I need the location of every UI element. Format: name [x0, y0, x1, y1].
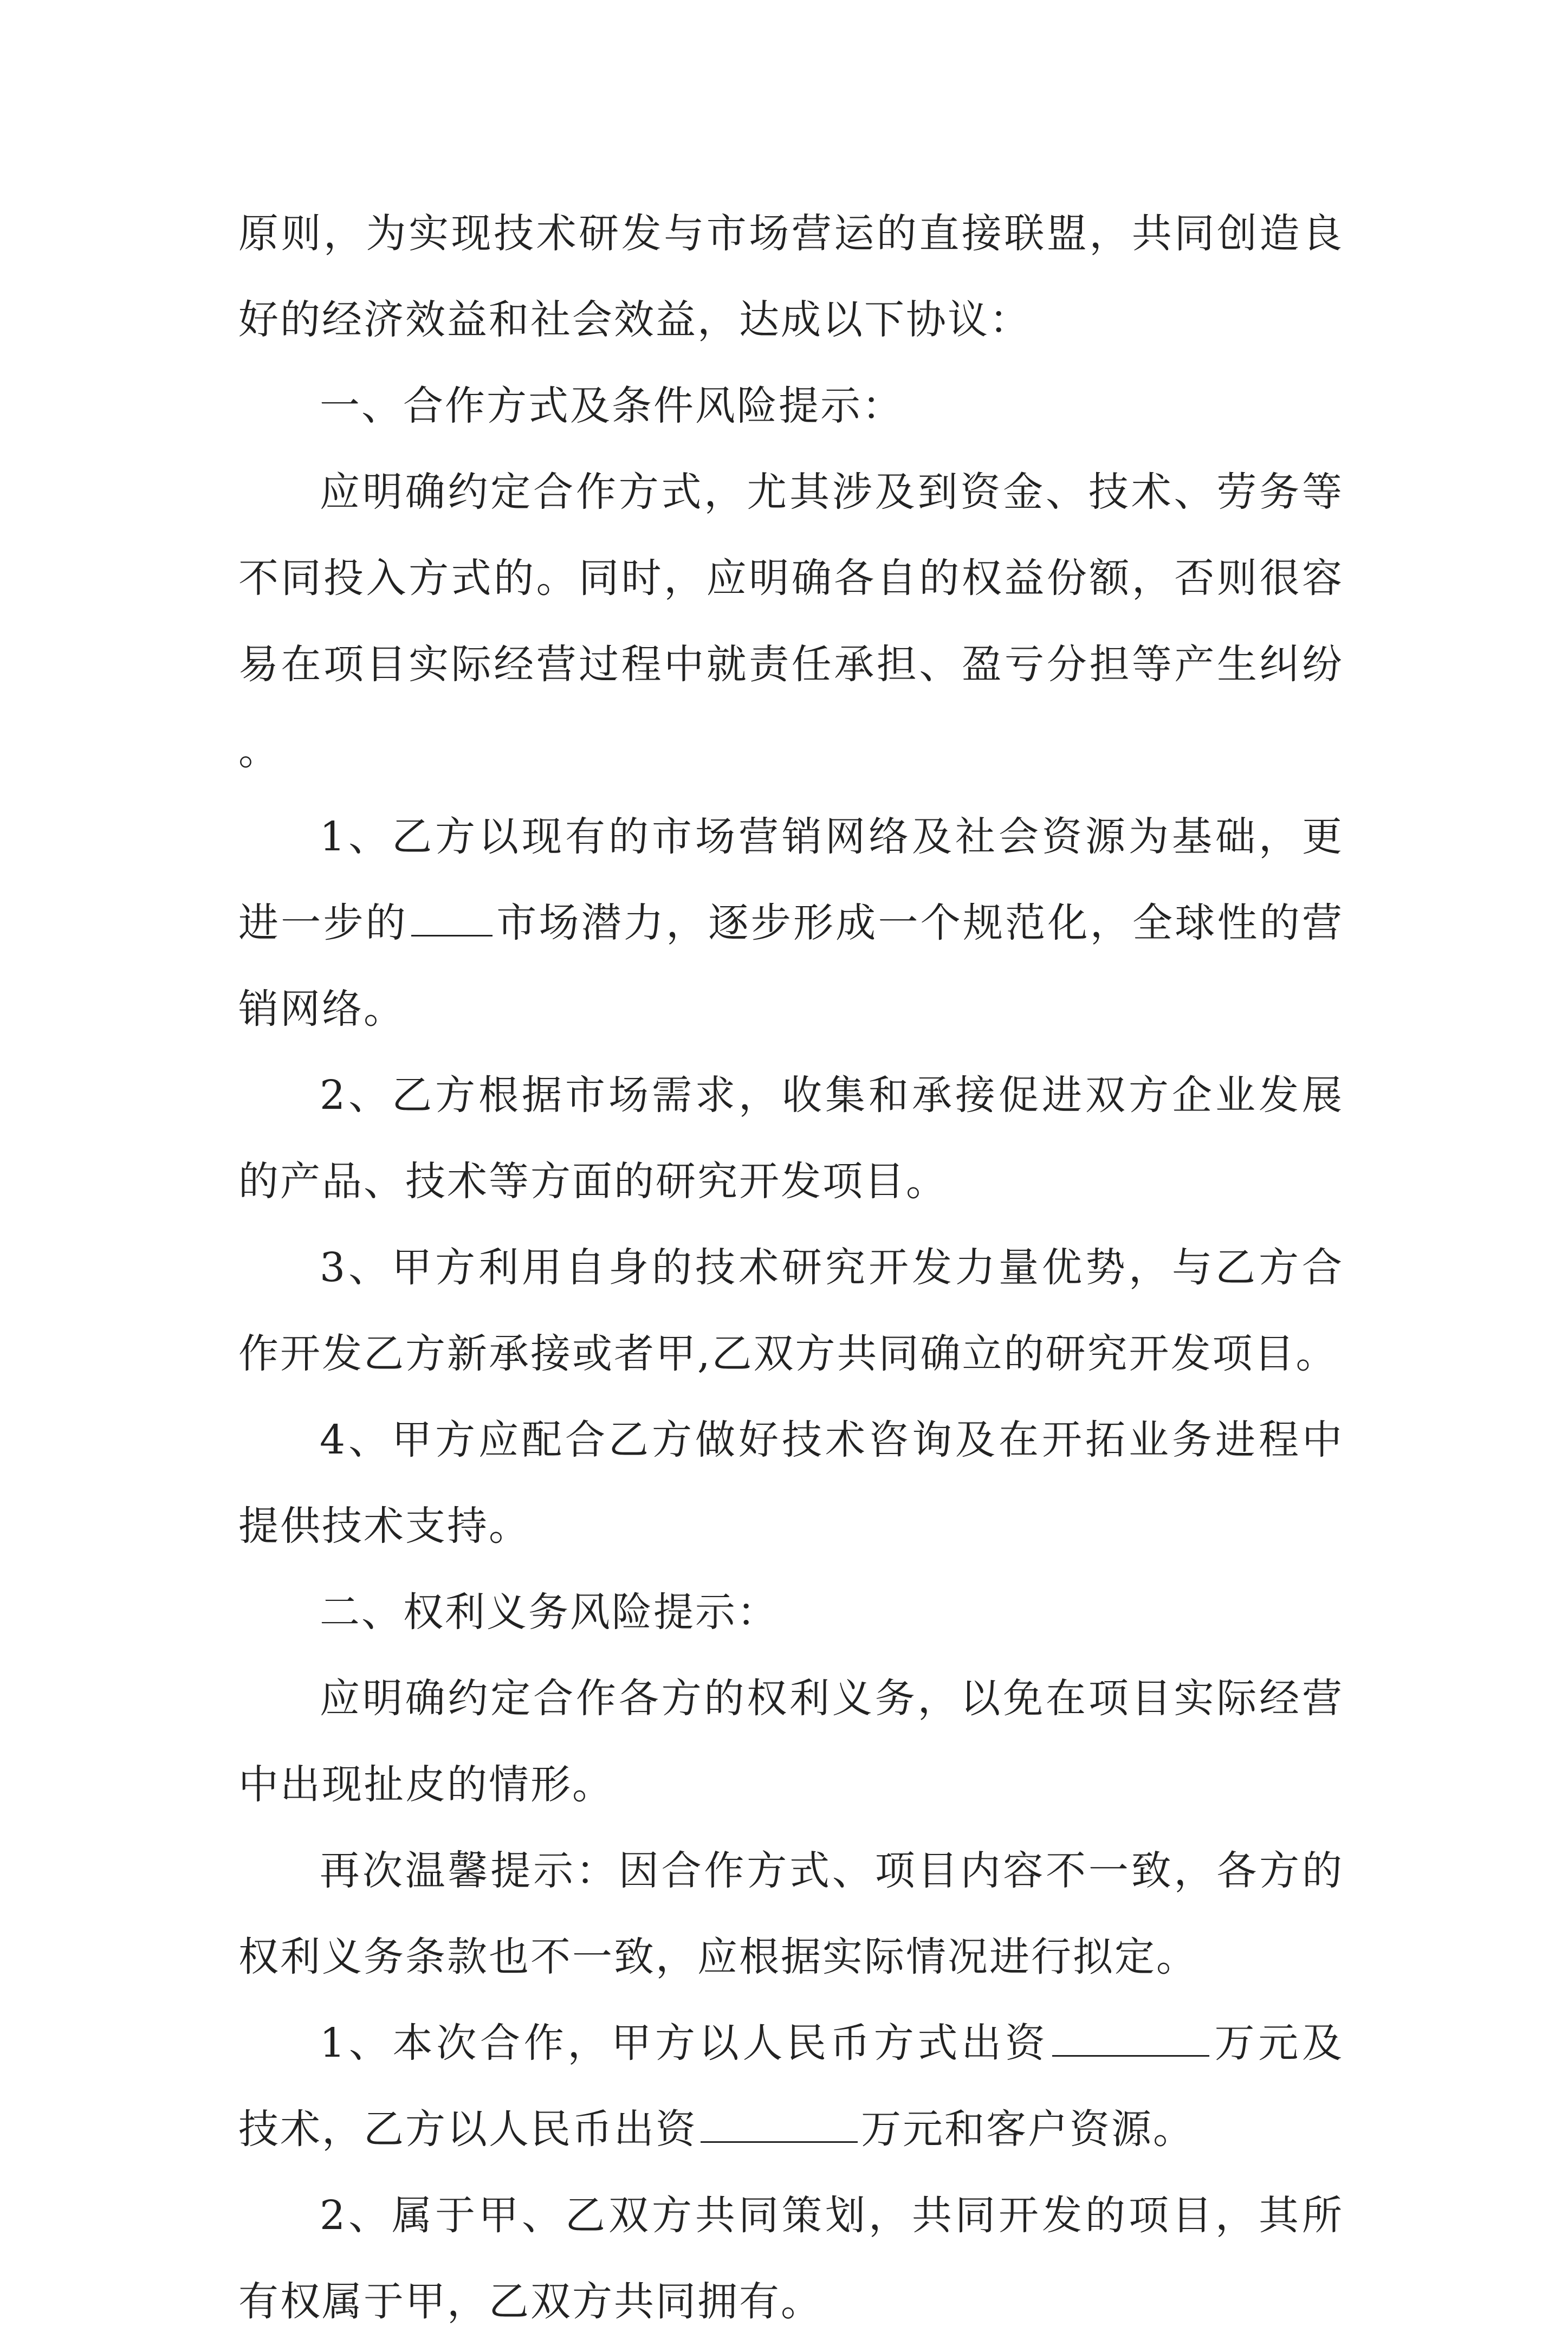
clause-text: 1、本次合作，甲方以人民币方式出资: [320, 2020, 1049, 2066]
clause-2-market-demand: 2、乙方根据市场需求，收集和承接促进双方企业发展的产品、技术等方面的研究开发项目。: [238, 1072, 1344, 1205]
section-heading-rights: 二、权利义务风险提示：: [320, 1589, 779, 1636]
fill-in-blank-party-a-amount[interactable]: [1052, 2023, 1209, 2057]
clause-3-rd-strength: 3、甲方利用自身的技术研究开发力量优势，与乙方合作开发乙方新承接或者甲,乙双方共同确立的研究开发项目。: [238, 1244, 1344, 1377]
paragraph-cooperation-note: 应明确约定合作方式，尤其涉及到资金、技术、劳务等不同投入方式的。同时，应明确各自的权益份额，否则很容易在项目实际经营过程中就责任承担、盈亏分担等产生纠纷。: [238, 469, 1344, 774]
clause-2-ownership: 2、属于甲、乙双方共同策划，共同开发的项目，其所有权属于甲，乙双方共同拥有。: [238, 2192, 1344, 2325]
section-heading-cooperation: 一、合作方式及条件风险提示：: [320, 383, 904, 429]
paragraph-rights-note: 应明确约定合作各方的权利义务，以免在项目实际经营中出现扯皮的情形。: [238, 1675, 1344, 1808]
paragraph-reminder: 再次温馨提示：因合作方式、项目内容不一致，各方的权利义务条款也不一致，应根据实际情况进行拟定。: [238, 1847, 1344, 1980]
clause-1-marketing-network: [238, 794, 1344, 1052]
fill-in-blank[interactable]: [411, 902, 493, 936]
clause-text: 万元及技术，乙方以人民币出资: [238, 2020, 1344, 2153]
document-body: [238, 191, 1344, 2345]
clause-text: 万元和客户资源。: [861, 2106, 1195, 2153]
fill-in-blank-party-b-amount[interactable]: [701, 2109, 858, 2143]
clause-4-technical-support: 4、甲方应配合乙方做好技术咨询及在开拓业务进程中提供技术支持。: [238, 1417, 1344, 1549]
clause-text: 市场潜力，逐步形成一个规范化，全球性的营销网络。: [238, 900, 1344, 1032]
paragraph-intro: 原则，为实现技术研发与市场营运的直接联盟，共同创造良好的经济效益和社会效益，达成以下协议：: [238, 210, 1344, 343]
clause-1-investment: [238, 2000, 1344, 2173]
clause-text: 1、乙方以现有的市场营销网络及社会资源为基础，更进一步的: [238, 813, 1344, 946]
